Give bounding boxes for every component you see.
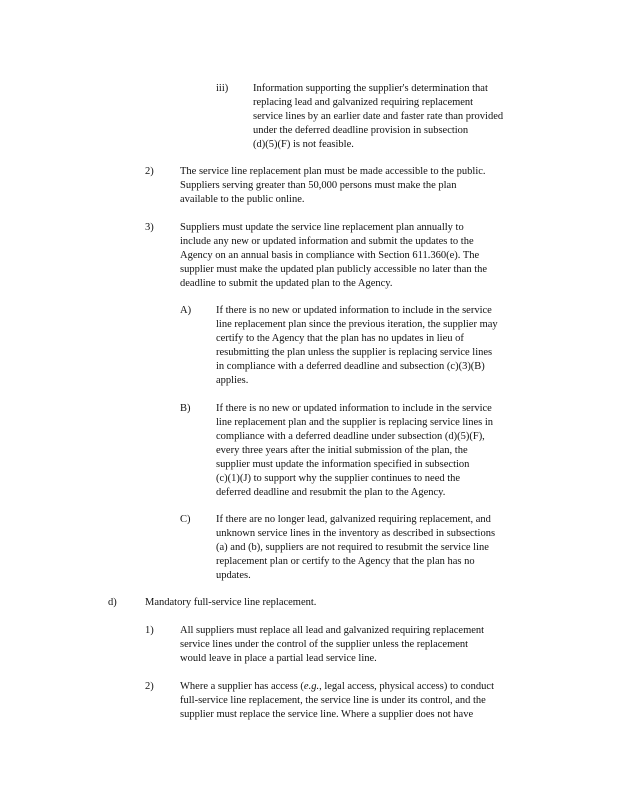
list-marker: 1) bbox=[145, 625, 154, 636]
paragraph-text bbox=[180, 680, 494, 722]
text-line: full-service line replacement, the service line is under its control, and the bbox=[180, 695, 486, 706]
text-line: line replacement plan since the previous iteration, the supplier may bbox=[216, 319, 498, 330]
text-line: If there is no new or updated information to include in the service bbox=[216, 305, 492, 316]
list-marker: 2) bbox=[145, 681, 154, 692]
text-line: If there are no longer lead, galvanized requiring replacement, and bbox=[216, 514, 491, 525]
list-marker: C) bbox=[180, 514, 191, 525]
text-line: Agency on an annual basis in compliance with Section 611.360(e). The bbox=[180, 250, 480, 261]
text-line: Suppliers must update the service line replacement plan annually to bbox=[180, 222, 464, 233]
text-line: under the deferred deadline provision in subsection bbox=[253, 125, 469, 136]
text-line: replacing lead and galvanized requiring replacement bbox=[253, 97, 474, 108]
list-marker: 3) bbox=[145, 222, 154, 233]
text-line: every three years after the initial submission of the plan, the bbox=[216, 445, 468, 456]
list-marker: A) bbox=[180, 305, 192, 316]
text-line: Information supporting the supplier's determination that bbox=[253, 83, 488, 94]
paragraph-text bbox=[216, 513, 495, 583]
text-line: (a) and (b), suppliers are not required to resubmit the service line bbox=[216, 542, 489, 553]
list-marker: B) bbox=[180, 403, 191, 414]
text-line: Where a supplier has access (e.g., legal access, physical access) to conduct bbox=[180, 681, 495, 692]
list-marker: 2) bbox=[145, 166, 154, 177]
abbreviation-eg: e.g. bbox=[303, 681, 320, 692]
paragraph-text bbox=[180, 624, 484, 666]
text-line: The service line replacement plan must be made accessible to the public. bbox=[180, 166, 486, 177]
paragraph-text bbox=[253, 82, 503, 152]
text-line: service lines under the control of the supplier unless the replacement bbox=[180, 639, 469, 650]
text-line: If there is no new or updated information to include in the service bbox=[216, 403, 492, 414]
text-line: supplier must update the information specified in subsection bbox=[216, 459, 470, 470]
list-marker: iii) bbox=[216, 83, 229, 94]
text-line: in compliance with a deferred deadline and subsection (c)(3)(B) bbox=[216, 361, 485, 372]
text-line: certify to the Agency that the plan has no updates in lieu of bbox=[216, 333, 464, 344]
text-line: available to the public online. bbox=[180, 194, 305, 205]
text-line: deferred deadline and resubmit the plan to the Agency. bbox=[216, 487, 446, 498]
paragraph-text bbox=[216, 304, 498, 388]
text-line: (c)(1)(J) to support why the supplier continues to need the bbox=[216, 473, 461, 484]
paragraph-text bbox=[180, 165, 486, 207]
text-line: would leave in place a partial lead service line. bbox=[180, 653, 377, 664]
text-line: line replacement plan and the supplier is replacing service lines in bbox=[216, 417, 493, 428]
text-line: service lines by an earlier date and faster rate than provided bbox=[253, 111, 504, 122]
text-line: compliance with a deferred deadline under subsection (d)(5)(F), bbox=[216, 431, 485, 442]
text-line: include any new or updated information and submit the updates to the bbox=[180, 236, 474, 247]
list-marker: d) bbox=[108, 597, 117, 608]
section-heading bbox=[145, 596, 316, 610]
text-line: updates. bbox=[216, 570, 251, 581]
paragraph-text bbox=[216, 402, 493, 500]
text-line: All suppliers must replace all lead and galvanized requiring replacement bbox=[180, 625, 485, 636]
text-line: (d)(5)(F) is not feasible. bbox=[253, 139, 354, 150]
text-line: deadline to submit the updated plan to the Agency. bbox=[180, 278, 393, 289]
text-line: unknown service lines in the inventory as described in subsections bbox=[216, 528, 496, 539]
text-line: Suppliers serving greater than 50,000 persons must make the plan bbox=[180, 180, 457, 191]
text-line: replacement plan or certify to the Agency that the plan has no bbox=[216, 556, 475, 567]
paragraph-text bbox=[180, 221, 487, 291]
text-line: applies. bbox=[216, 375, 249, 386]
text-line: supplier must make the updated plan publicly accessible no later than the bbox=[180, 264, 488, 275]
text-line: Mandatory full-service line replacement. bbox=[145, 597, 317, 608]
text-line: supplier must replace the service line. Where a supplier does not have bbox=[180, 709, 474, 720]
text-line: resubmitting the plan unless the supplier is replacing service lines bbox=[216, 347, 493, 358]
